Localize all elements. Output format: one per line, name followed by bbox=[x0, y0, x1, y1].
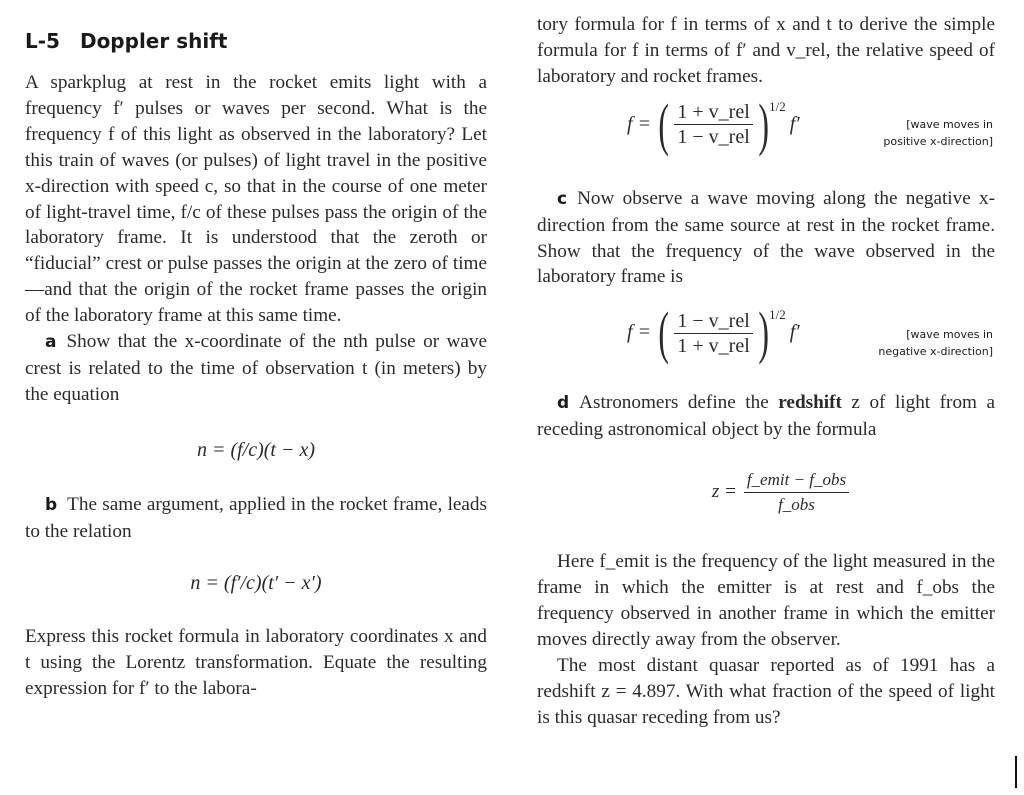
intro-paragraph: A sparkplug at rest in the rocket emits light with a frequency f′ pulses or waves per second. What is the frequency f of this light as observed in the laboratory? Let this train of waves (or pulses) of light travel in the positive x-direction with speed c, so that in the course of one meter of light-travel time, f/c of these pulses pass the origin of the laboratory frame. It is understood that the zeroth or “fiducial” crest or pulse passes the origin at the zero of time—and that the origin of the rocket frame passes the origin of the laboratory frame at this same time. bbox=[25, 72, 487, 327]
part-c-paragraph bbox=[537, 186, 995, 291]
quasar-paragraph: The most distant quasar reported as of 1991 has a redshift z = 4.897. With what fraction of the speed of light is this quasar receding from us? bbox=[537, 654, 995, 728]
eq-negative-denominator: 1 + v_rel bbox=[677, 334, 750, 357]
eq-z-lhs: z = bbox=[711, 481, 737, 503]
express-paragraph: Express this rocket formula in laboratory coordinates x and t using the Lorentz transformation. Equate the resulting expression for f′ to the labora- bbox=[25, 626, 487, 700]
equation-redshift bbox=[567, 457, 995, 527]
part-a-label: a bbox=[45, 332, 57, 353]
part-c-label: c bbox=[557, 188, 568, 209]
part-b-paragraph bbox=[25, 492, 487, 545]
eq-positive-lhs: f = bbox=[627, 112, 652, 135]
part-c-text: Now observe a wave moving along the negative x-direction from the same source at rest in the rocket frame. Show that the frequency of the wave observed in the laboratory frame is bbox=[537, 187, 995, 288]
equation-a: n = (f/c)(t − x) bbox=[196, 438, 316, 461]
text-cursor bbox=[1015, 756, 1017, 788]
eq-negative-numerator: 1 − v_rel bbox=[674, 309, 752, 334]
left-column bbox=[25, 0, 487, 702]
equation-b: n = (f′/c)(t′ − x′) bbox=[190, 571, 322, 594]
section-title: Doppler shift bbox=[79, 29, 228, 53]
eq-z-denominator: f_obs bbox=[778, 494, 815, 514]
eq-positive-denominator: 1 − v_rel bbox=[677, 126, 750, 149]
eq-negative-factor: f′ bbox=[789, 321, 800, 344]
eq-negative-exponent: 1/2 bbox=[769, 307, 786, 323]
eq-negative-lhs: f = bbox=[627, 321, 652, 344]
part-b-text: The same argument, applied in the rocket frame, leads to the relation bbox=[25, 493, 487, 542]
part-d-label: d bbox=[557, 393, 570, 414]
equation-positive: f = ( $\frac{\text{1 + v\_rel}}{\text{1 − v\_rel}}$ ) 1/2 f′ [wave moves in positive x-direction] bbox=[627, 91, 993, 157]
right-column bbox=[537, 0, 995, 731]
part-a-text: Show that the x-coordinate of the nth pulse or wave crest is related to the time of observation t (in meters) by the equation bbox=[25, 331, 487, 405]
eq-positive-factor: f′ bbox=[789, 112, 800, 135]
part-b-label: b bbox=[45, 494, 58, 515]
redshift-term: redshift bbox=[778, 392, 842, 414]
equation-negative: f = ( $\frac{\text{1 − v\_rel}}{\text{1 + v\_rel}}$ ) 1/2 f′ [wave moves in negative x-direction] bbox=[627, 300, 993, 366]
eq-z-numerator: f_emit − f_obs bbox=[744, 468, 849, 493]
section-number: L-5 bbox=[25, 29, 60, 53]
section-heading bbox=[25, 29, 487, 53]
positive-direction-note: [wave moves in positive x-direction] bbox=[883, 117, 993, 148]
here-paragraph: Here f_emit is the frequency of the light measured in the frame in which the emitter is at rest and f_obs the frequency observed in another frame in which the emitter moves directly away from the observer. bbox=[537, 551, 995, 650]
part-a-paragraph bbox=[25, 329, 487, 408]
eq-positive-exponent: 1/2 bbox=[769, 98, 786, 114]
eq-positive-numerator: 1 + v_rel bbox=[674, 100, 752, 125]
part-d-paragraph: d Astronomers define the redshift z of light from a receding astronomical object by the formula bbox=[537, 392, 996, 441]
continuation-paragraph: tory formula for f in terms of x and t to derive the simple formula for f in terms of f′ and v_rel, the relative speed of laboratory and rocket frames. bbox=[537, 14, 995, 87]
negative-direction-note: [wave moves in negative x-direction] bbox=[878, 328, 993, 359]
